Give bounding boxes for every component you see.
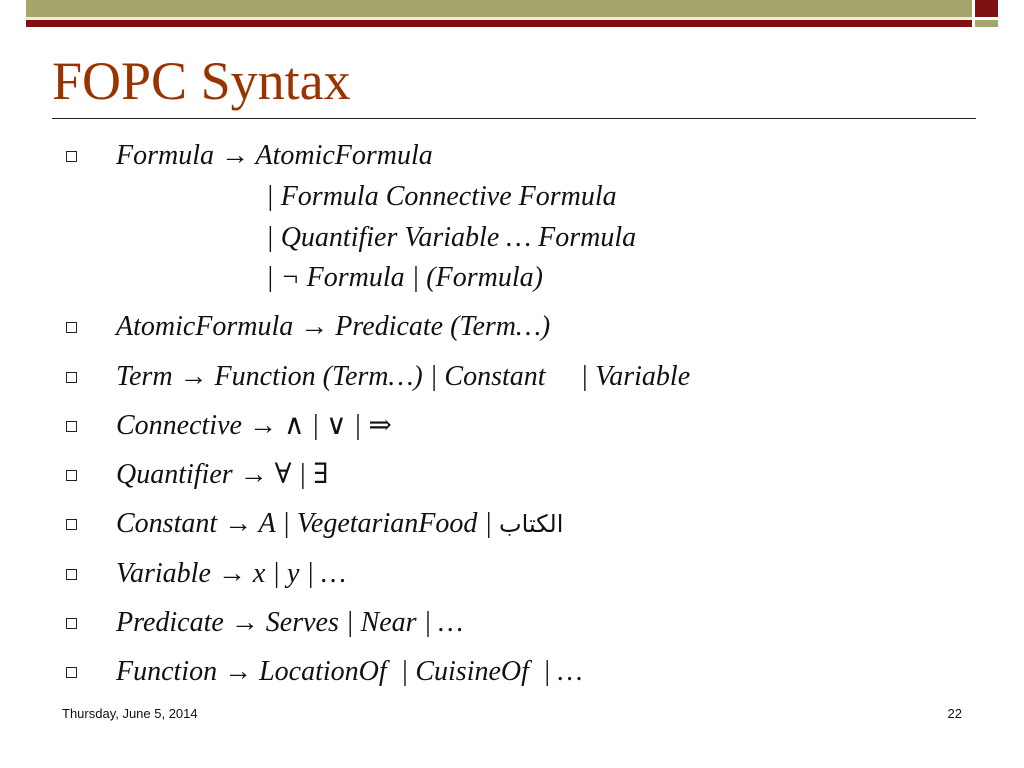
bullet-icon [66, 322, 77, 333]
rule-function: Function → LocationOf | CuisineOf | … [116, 656, 583, 687]
rule-quantifier: Quantifier → ∀ | ∃ [116, 459, 329, 490]
page-number: 22 [947, 706, 962, 721]
rule-constant-text: Constant → A | VegetarianFood | [116, 508, 500, 539]
rule-constant-arabic: الكتاب [499, 510, 564, 538]
bullet-icon [66, 421, 77, 432]
header-band-light [26, 0, 972, 20]
bullet-icon [66, 569, 77, 580]
bullet-icon [66, 151, 77, 162]
rule-constant [116, 510, 563, 538]
rule-atomic-formula: AtomicFormula → Predicate (Term…) [116, 311, 551, 342]
rule-formula-alt-quantifier: | Quantifier Variable … Formula [266, 222, 637, 253]
footer-date: Thursday, June 5, 2014 [62, 706, 198, 721]
bullet-icon [66, 618, 77, 629]
header-corner-box [975, 0, 998, 17]
slide-title: FOPC Syntax [52, 51, 351, 111]
bullet-icon [66, 667, 77, 678]
title-divider [52, 118, 976, 119]
rule-term: Term → Function (Term…) | Constant | Variable [116, 361, 691, 392]
rule-predicate: Predicate → Serves | Near | … [116, 607, 464, 638]
bullet-icon [66, 372, 77, 383]
rule-formula-alt-connective: | Formula Connective Formula [266, 181, 617, 212]
header-band-dark [26, 20, 972, 27]
bullet-icon [66, 519, 77, 530]
header-corner-box-lower [975, 20, 998, 27]
rule-connective: Connective → ∧ | ∨ | ⇒ [116, 410, 392, 441]
rule-formula-alt-negation: | ¬ Formula | (Formula) [266, 262, 543, 293]
rule-formula: Formula → AtomicFormula [116, 140, 433, 171]
rule-variable: Variable → x | y | … [116, 558, 347, 589]
bullet-icon [66, 470, 77, 481]
